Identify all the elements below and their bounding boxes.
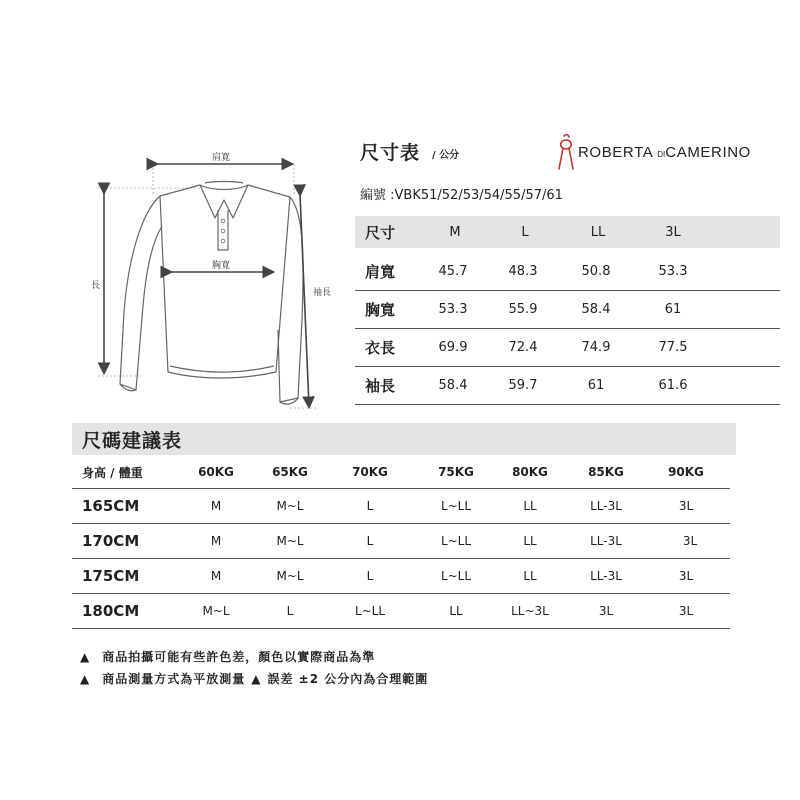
brand-name	[578, 144, 751, 161]
measure-value: 45.7	[438, 263, 468, 279]
shirt-measurement-diagram	[0, 0, 350, 420]
note-text: 商品拍攝可能有些許色差，顏色以實際商品為準	[102, 650, 376, 664]
weight-header-cell: 60KG	[198, 465, 234, 479]
measure-label: 衣長	[365, 338, 396, 357]
recommendation-row	[72, 489, 730, 524]
height-label: 175CM	[82, 567, 140, 585]
measure-value: 58.4	[581, 301, 611, 317]
note-color-disclaimer	[80, 648, 375, 665]
measure-value: 58.4	[438, 377, 468, 393]
model-number: 編號 :VBK51/52/53/54/55/57/61	[360, 188, 563, 203]
recommendation-title: 尺碼建議表	[82, 429, 183, 452]
size-recommendation: LL~3L	[511, 604, 549, 618]
size-recommendation: 3L	[678, 604, 694, 618]
measure-value: 50.8	[581, 263, 611, 279]
weight-header-cell: 90KG	[668, 465, 704, 479]
brand-name-di: DI	[657, 149, 666, 159]
measure-value: 77.5	[658, 339, 688, 355]
size-recommendation: LL-3L	[590, 534, 622, 548]
measure-value: 55.9	[508, 301, 538, 317]
size-header-cell: M	[449, 224, 461, 240]
size-chart-title: 尺寸表	[360, 142, 421, 164]
measure-value: 59.7	[508, 377, 538, 393]
size-recommendation: LL	[449, 604, 463, 618]
measure-value: 61.6	[658, 377, 688, 393]
measure-value: 61	[664, 301, 682, 317]
size-recommendation: M~L	[276, 499, 304, 513]
size-table-row	[355, 290, 780, 329]
measure-value: 48.3	[508, 263, 538, 279]
unit-label: / 公分	[432, 150, 460, 161]
brand-name-first: ROBERTA	[578, 143, 653, 161]
measure-value: 53.3	[438, 301, 468, 317]
height-weight-header: 身高 / 體重	[82, 465, 143, 480]
triangle-bullet-icon: ▲	[80, 671, 91, 686]
measure-value: 69.9	[438, 339, 468, 355]
size-recommendation: M	[210, 534, 222, 548]
height-label: 170CM	[82, 532, 140, 550]
size-header-cell: L	[521, 224, 529, 240]
size-table-row	[355, 366, 780, 405]
size-recommendation: L	[366, 569, 374, 583]
size-header-label: 尺寸	[365, 223, 396, 242]
triangle-bullet-icon: ▲	[251, 671, 262, 686]
size-recommendation: 3L	[682, 534, 698, 548]
size-recommendation: M~L	[202, 604, 230, 618]
size-recommendation: L	[366, 534, 374, 548]
weight-header-cell: 85KG	[588, 465, 624, 479]
size-table-row	[355, 252, 780, 291]
sleeve-dimension-label: 袖長	[313, 288, 332, 298]
recommendation-title-band	[72, 423, 736, 455]
size-recommendation: LL-3L	[590, 569, 622, 583]
note-text: 商品測量方式為平放測量	[102, 672, 246, 686]
size-recommendation: L~LL	[440, 534, 472, 548]
size-recommendation: 3L	[678, 569, 694, 583]
size-table-header	[355, 216, 780, 248]
size-recommendation: L	[366, 499, 374, 513]
size-recommendation: L~LL	[440, 499, 472, 513]
recommendation-header-row	[72, 456, 730, 489]
height-label: 165CM	[82, 497, 140, 515]
size-recommendation: LL-3L	[590, 499, 622, 513]
brand-logo	[556, 132, 751, 172]
weight-header-cell: 65KG	[272, 465, 308, 479]
size-recommendation: L~LL	[354, 604, 386, 618]
sleeve-dimension-arrow	[300, 194, 309, 406]
height-label: 180CM	[82, 602, 140, 620]
size-recommendation: L~LL	[440, 569, 472, 583]
shoulder-dimension-label: 肩寬	[212, 153, 231, 163]
measure-value: 61	[587, 377, 605, 393]
weight-header-cell: 70KG	[352, 465, 388, 479]
measure-label: 袖長	[365, 376, 396, 395]
size-recommendation: LL	[523, 499, 537, 513]
measure-value: 74.9	[581, 339, 611, 355]
size-recommendation: M~L	[276, 534, 304, 548]
size-recommendation: LL	[523, 534, 537, 548]
size-recommendation: M	[210, 499, 222, 513]
length-dimension-label: 長	[91, 281, 101, 291]
measure-label: 肩寬	[365, 262, 396, 281]
note-text: 誤差 ±2 公分內為合理範圍	[267, 672, 429, 686]
size-header-cell: 3L	[665, 224, 681, 240]
size-header-cell: LL	[590, 224, 606, 240]
recommendation-row	[72, 594, 730, 629]
recommendation-row	[72, 559, 730, 594]
weight-header-cell: 75KG	[438, 465, 474, 479]
recommendation-row	[72, 524, 730, 559]
measure-label: 胸寬	[365, 300, 396, 319]
triangle-bullet-icon: ▲	[80, 649, 91, 664]
shirt-outline	[120, 182, 303, 405]
brand-scarf-icon	[556, 132, 576, 172]
chest-dimension-label: 胸寬	[212, 261, 231, 271]
size-recommendation: M	[210, 569, 222, 583]
measure-value: 53.3	[658, 263, 688, 279]
placket-buttons	[221, 219, 225, 243]
size-recommendation: 3L	[678, 499, 694, 513]
size-recommendation: 3L	[598, 604, 614, 618]
size-recommendation: M~L	[276, 569, 304, 583]
measure-value: 72.4	[508, 339, 538, 355]
note-measurement-disclaimer	[80, 670, 428, 687]
brand-name-last: CAMERINO	[665, 143, 751, 161]
size-recommendation: L	[286, 604, 294, 618]
size-table-row	[355, 328, 780, 367]
weight-header-cell: 80KG	[512, 465, 548, 479]
size-recommendation: LL	[523, 569, 537, 583]
